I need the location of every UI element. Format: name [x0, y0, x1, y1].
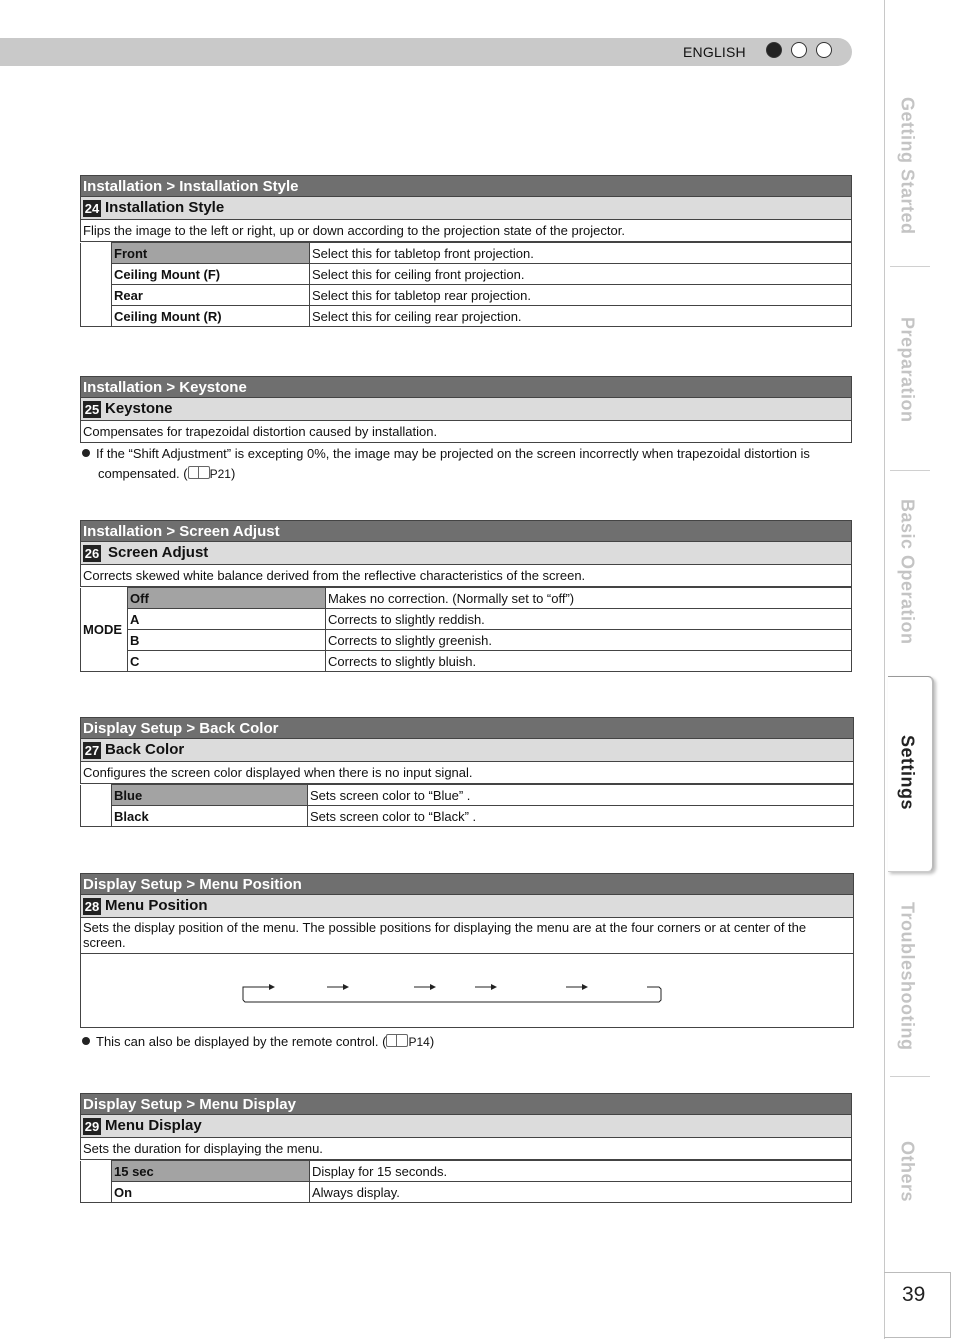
section-title: Installation > Keystone — [80, 376, 852, 398]
page-number: 39 — [902, 1283, 926, 1306]
item-heading — [80, 197, 852, 220]
table-row — [81, 588, 852, 609]
item-number-badge: 28 — [84, 898, 100, 914]
item-heading-label: Installation Style — [105, 199, 225, 216]
item-heading — [80, 398, 852, 421]
table-row — [81, 285, 852, 306]
option-name: Ceiling Mount (R) — [112, 306, 310, 327]
table-row — [81, 1161, 852, 1182]
page-reference-link[interactable]: P21 — [209, 467, 231, 481]
tab-getting-started[interactable]: Getting Started — [897, 97, 918, 235]
item-number-badge: 24 — [84, 200, 100, 216]
tab-basic-operation[interactable]: Basic Operation — [897, 499, 918, 645]
table-row — [81, 630, 852, 651]
option-description: Always display. — [310, 1182, 852, 1203]
tab-settings[interactable]: Settings — [897, 735, 918, 811]
chapter-tabs — [884, 0, 954, 1339]
item-description: Sets the duration for displaying the menu. — [80, 1138, 852, 1160]
option-description: Sets screen color to “Blue” . — [308, 785, 854, 806]
options-table — [80, 587, 852, 672]
table-row — [81, 609, 852, 630]
menu-position-diagram — [80, 954, 854, 1028]
keystone-note: If the “Shift Adjustment” is excepting 0%, the image may be projected on the screen incorrectly when trapezoidal distortion is compensated. ( P21) — [82, 444, 872, 484]
section-title: Installation > Screen Adjust — [80, 520, 852, 542]
section-menu-display — [80, 1093, 852, 1203]
section-title: Display Setup > Menu Display — [80, 1093, 852, 1115]
section-title: Installation > Installation Style — [80, 175, 852, 197]
section-screen-adjust — [80, 520, 852, 672]
option-name: Off — [128, 588, 326, 609]
item-description: Compensates for trapezoidal distortion caused by installation. — [80, 421, 852, 443]
option-description: Display for 15 seconds. — [310, 1161, 852, 1182]
option-name: C — [128, 651, 326, 672]
tab-separator — [890, 1076, 930, 1077]
mode-label: MODE — [81, 588, 128, 672]
table-row — [81, 1182, 852, 1203]
table-indent-cell — [81, 785, 112, 827]
item-description: Corrects skewed white balance derived from the reflective characteristics of the screen. — [80, 565, 852, 587]
option-name: Black — [112, 806, 308, 827]
book-reference-icon — [386, 1034, 408, 1047]
item-heading — [80, 739, 854, 762]
table-row — [81, 806, 854, 827]
book-reference-icon — [188, 466, 210, 479]
position-cycle-arrows-icon — [81, 954, 853, 1028]
option-name: Front — [112, 243, 310, 264]
table-row — [81, 264, 852, 285]
option-name: A — [128, 609, 326, 630]
table-row — [81, 651, 852, 672]
option-description: Sets screen color to “Black” . — [308, 806, 854, 827]
section-menu-position — [80, 873, 854, 1028]
table-row — [81, 306, 852, 327]
option-description: Corrects to slightly reddish. — [326, 609, 852, 630]
table-indent-cell — [81, 243, 112, 327]
item-heading-label: Screen Adjust — [108, 544, 209, 561]
item-description: Configures the screen color displayed when there is no input signal. — [80, 762, 854, 784]
page-reference-link[interactable]: P14 — [408, 1035, 430, 1049]
item-heading-label: Back Color — [105, 741, 185, 758]
section-installation-style — [80, 175, 852, 327]
language-label: ENGLISH — [683, 44, 746, 60]
option-name: 15 sec — [112, 1161, 310, 1182]
option-name: On — [112, 1182, 310, 1203]
option-name: Blue — [112, 785, 308, 806]
indicator-dot-filled-icon — [766, 42, 782, 58]
item-number-badge: 25 — [84, 401, 100, 417]
item-heading — [80, 895, 854, 918]
table-row — [81, 243, 852, 264]
tab-preparation[interactable]: Preparation — [897, 317, 918, 423]
tab-separator — [890, 470, 930, 471]
item-heading — [80, 1115, 852, 1138]
bullet-icon — [82, 1037, 90, 1045]
item-number-badge: 27 — [84, 742, 100, 758]
options-table — [80, 784, 854, 827]
section-indicator — [766, 42, 832, 58]
item-heading — [80, 542, 852, 565]
option-description: Corrects to slightly bluish. — [326, 651, 852, 672]
tab-troubleshooting[interactable]: Troubleshooting — [897, 901, 918, 1051]
item-number-badge: 29 — [84, 1118, 100, 1134]
section-title: Display Setup > Back Color — [80, 717, 854, 739]
section-title: Display Setup > Menu Position — [80, 873, 854, 895]
section-back-color — [80, 717, 854, 827]
item-heading-label: Menu Display — [105, 1117, 202, 1134]
item-heading-label: Menu Position — [105, 897, 208, 914]
section-keystone — [80, 376, 852, 443]
option-name: B — [128, 630, 326, 651]
item-heading-label: Keystone — [105, 400, 173, 417]
options-table — [80, 1160, 852, 1203]
option-description: Select this for ceiling front projection. — [310, 264, 852, 285]
tab-others[interactable]: Others — [897, 1141, 918, 1203]
option-description: Select this for tabletop front projection. — [310, 243, 852, 264]
option-description: Makes no correction. (Normally set to “off”) — [326, 588, 852, 609]
item-number-badge: 26 — [84, 545, 100, 561]
bullet-icon — [82, 449, 90, 457]
option-name: Rear — [112, 285, 310, 306]
table-row — [81, 785, 854, 806]
option-description: Select this for tabletop rear projection. — [310, 285, 852, 306]
item-description: Sets the display position of the menu. The possible positions for displaying the menu are at the four corners or at center of the screen. — [80, 918, 854, 954]
tab-separator — [890, 266, 930, 267]
table-indent-cell — [81, 1161, 112, 1203]
options-table — [80, 242, 852, 327]
option-description: Corrects to slightly greenish. — [326, 630, 852, 651]
option-name: Ceiling Mount (F) — [112, 264, 310, 285]
item-description: Flips the image to the left or right, up or down according to the projection state of the projector. — [80, 220, 852, 242]
indicator-dot-empty-icon — [791, 42, 807, 58]
option-description: Select this for ceiling rear projection. — [310, 306, 852, 327]
menu-position-note: This can also be displayed by the remote control. ( P14) — [82, 1032, 434, 1052]
indicator-dot-empty-icon — [816, 42, 832, 58]
